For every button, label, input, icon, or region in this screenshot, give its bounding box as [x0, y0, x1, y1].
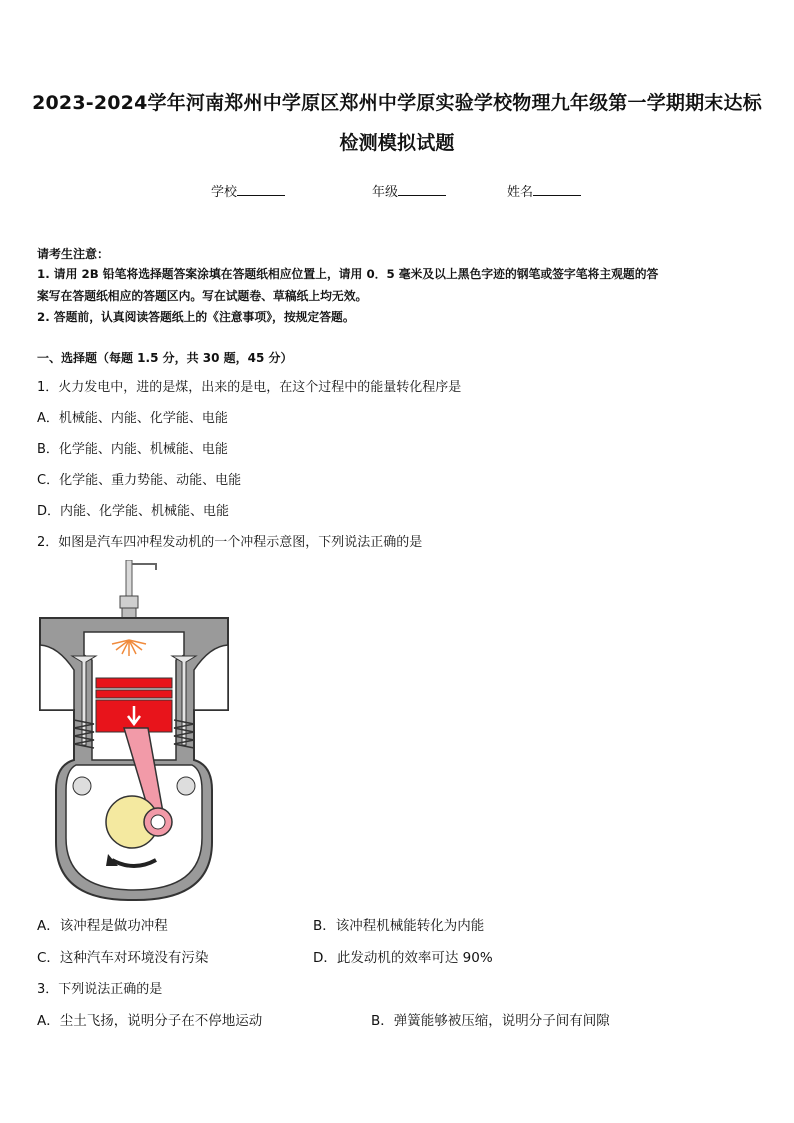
q2-stem: 2．如图是汽车四冲程发动机的一个冲程示意图，下列说法正确的是: [37, 535, 423, 550]
four-stroke-engine-figure: [36, 560, 232, 902]
q3-option-b: B．弹簧能够被压缩，说明分子间有间隙: [371, 1013, 610, 1029]
q3-stem: 3．下列说法正确的是: [37, 982, 163, 997]
spark-plug-icon: [120, 560, 156, 618]
notice-item1-line1: 1. 请用 2B 铅笔将选择题答案涂填在答题纸相应位置上，请用 0．5 毫米及以上黑色字迹的钢笔或签字笔将主观题的答: [37, 267, 659, 281]
q1-option-c: C．化学能、重力势能、动能、电能: [37, 473, 242, 488]
name-label: 姓名: [507, 185, 534, 200]
exam-title-line1: 2023-2024学年河南郑州中学原区郑州中学原实验学校物理九年级第一学期期末达标: [32, 92, 762, 114]
grade-label: 年级: [372, 185, 399, 200]
grade-field[interactable]: [372, 181, 446, 200]
q1-option-a: A．机械能、内能、化学能、电能: [37, 411, 228, 426]
notice-item1-line2: 案写在答题纸相应的答题区内。写在试题卷、草稿纸上均无效。: [37, 289, 368, 303]
q2-option-c: C．这种汽车对环境没有污染: [37, 950, 209, 966]
piston: [96, 678, 172, 732]
notice-heading: 请考生注意：: [37, 247, 110, 261]
q1-option-b: B．化学能、内能、机械能、电能: [37, 442, 228, 457]
q1-stem: 1．火力发电中，进的是煤，出来的是电，在这个过程中的能量转化程序是: [37, 380, 462, 395]
name-blank[interactable]: [533, 183, 581, 196]
q1-option-d: D．内能、化学能、机械能、电能: [37, 504, 230, 519]
grade-blank[interactable]: [398, 183, 446, 196]
q2-option-d: D．此发动机的效率可达 90%: [313, 950, 493, 966]
school-label: 学校: [211, 185, 238, 200]
q2-option-b: B．该冲程机械能转化为内能: [313, 918, 485, 934]
school-field[interactable]: [211, 181, 285, 200]
exam-title-line2: 检测模拟试题: [339, 132, 455, 154]
q2-option-a: A．该冲程是做功冲程: [37, 918, 168, 934]
q3-option-a: A．尘土飞扬，说明分子在不停地运动: [37, 1013, 263, 1029]
name-field[interactable]: [507, 181, 581, 200]
section1-heading: 一、选择题（每题 1.5 分，共 30 题，45 分）: [37, 351, 293, 365]
school-blank[interactable]: [237, 183, 285, 196]
notice-item2: 2. 答题前，认真阅读答题纸上的《注意事项》，按规定答题。: [37, 310, 355, 324]
